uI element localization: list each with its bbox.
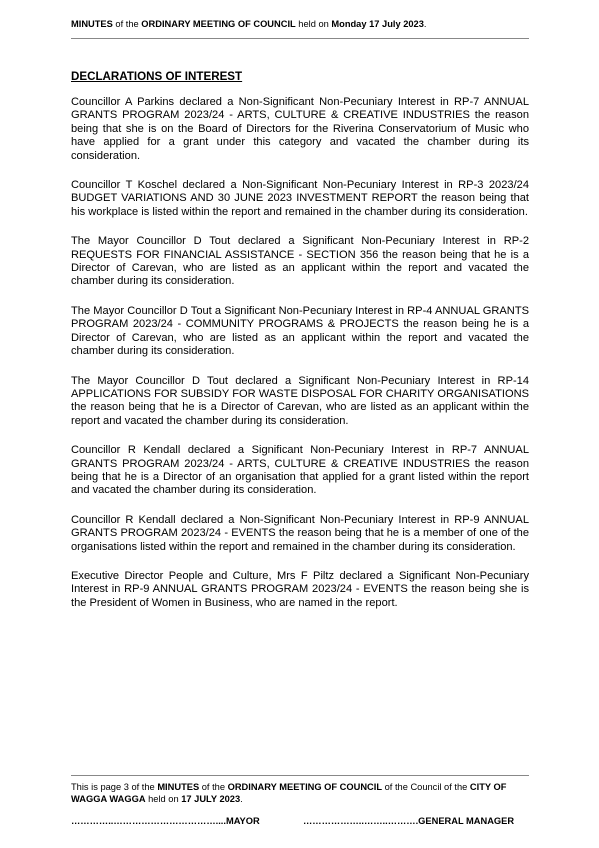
declaration-paragraph: The Mayor Councillor D Tout declared a Significant Non-Pecuniary Interest in RP-2 REQUESTS FOR FINANCIAL ASSISTANCE - SECTION 356 the reason being that he is a Director of Carevan, who are listed as an applicant within the report and vacated the chamber during its consideration. [71, 235, 529, 288]
footer-divider [71, 775, 529, 776]
footer-text-5: . [240, 794, 243, 804]
footer-date: 17 JULY 2023 [181, 794, 241, 804]
declaration-paragraph: Councillor R Kendall declared a Significant Non-Pecuniary Interest in RP-7 ANNUAL GRANTS PROGRAM 2023/24 - ARTS, CULTURE & CREATIVE INDUSTRIES the reason being that he is a Director of an organisation that applied for a grant listed within the report and vacated the chamber during its consideration. [71, 444, 529, 497]
footer-minutes: MINUTES [157, 782, 200, 792]
header-divider [71, 38, 529, 39]
footer-meeting: ORDINARY MEETING OF COUNCIL [227, 782, 383, 792]
page-header [71, 18, 529, 30]
footer-council: CITY OF WAGGA WAGGA [71, 782, 507, 804]
header-text-2: held on [295, 19, 332, 29]
page-footer [71, 781, 529, 805]
header-minutes: MINUTES [71, 19, 113, 29]
section-title: DECLARATIONS OF INTEREST [71, 70, 243, 83]
header-date: Monday 17 July 2023 [331, 19, 424, 29]
signature-line [71, 816, 529, 826]
footer-text-1: This is page 3 of the [71, 782, 158, 792]
general-manager-signature: ………………..……..……….GENERAL MANAGER [303, 816, 515, 826]
header-meeting: ORDINARY MEETING OF COUNCIL [141, 19, 296, 29]
declaration-paragraph: The Mayor Councillor D Tout declared a Significant Non-Pecuniary Interest in RP-14 APPLICATIONS FOR SUBSIDY FOR WASTE DISPOSAL FOR CHARITY ORGANISATIONS the reason being that he is a Director of Carevan, who are listed as an applicant within the report and vacated the chamber during its consideration. [71, 374, 529, 427]
mayor-signature: …………..……………………………....MAYOR [71, 816, 260, 826]
header-text-3: . [423, 19, 427, 29]
declaration-paragraph: Councillor R Kendall declared a Non-Significant Non-Pecuniary Interest in RP-9 ANNUAL GRANTS PROGRAM 2023/24 - EVENTS the reason being that he is a member of one of the organisations listed within the report and remained in the chamber during its consideration. [71, 513, 529, 553]
document-body [71, 96, 529, 626]
declaration-paragraph: The Mayor Councillor D Tout a Significant Non-Pecuniary Interest in RP-4 ANNUAL GRANTS PROGRAM 2023/24 - COMMUNITY PROGRAMS & PROJECTS the reason being he is a Director of Carevan, who are listed as an applicant within the report and vacated the chamber during its consideration. [71, 304, 529, 358]
declaration-paragraph: Councillor A Parkins declared a Non-Significant Non-Pecuniary Interest in RP-7 ANNUAL GRANTS PROGRAM 2023/24 - ARTS, CULTURE & CREATIVE INDUSTRIES the reason being that she is on the Board of Directors for the Riverina Conservatorium of Music who have applied for a grant under this category and vacated the chamber during its consideration. [71, 96, 529, 162]
declaration-paragraph: Councillor T Koschel declared a Non-Significant Non-Pecuniary Interest in RP-3 2023/24 BUDGET VARIATIONS AND 30 JUNE 2023 INVESTMENT REPORT the reason being that his workplace is listed within the report and remained in the chamber during its consideration. [71, 179, 529, 218]
footer-text-4: held on [145, 794, 182, 804]
footer-text-2: of the [199, 782, 228, 792]
declaration-paragraph: Executive Director People and Culture, Mrs F Piltz declared a Significant Non-Pecuniary Interest in RP-9 ANNUAL GRANTS PROGRAM 2023/24 - EVENTS the reason being she is the President of Women in Business, who are named in the report. [71, 569, 529, 609]
header-text-1: of the [112, 19, 142, 29]
footer-text-3: of the Council of the [382, 782, 470, 792]
